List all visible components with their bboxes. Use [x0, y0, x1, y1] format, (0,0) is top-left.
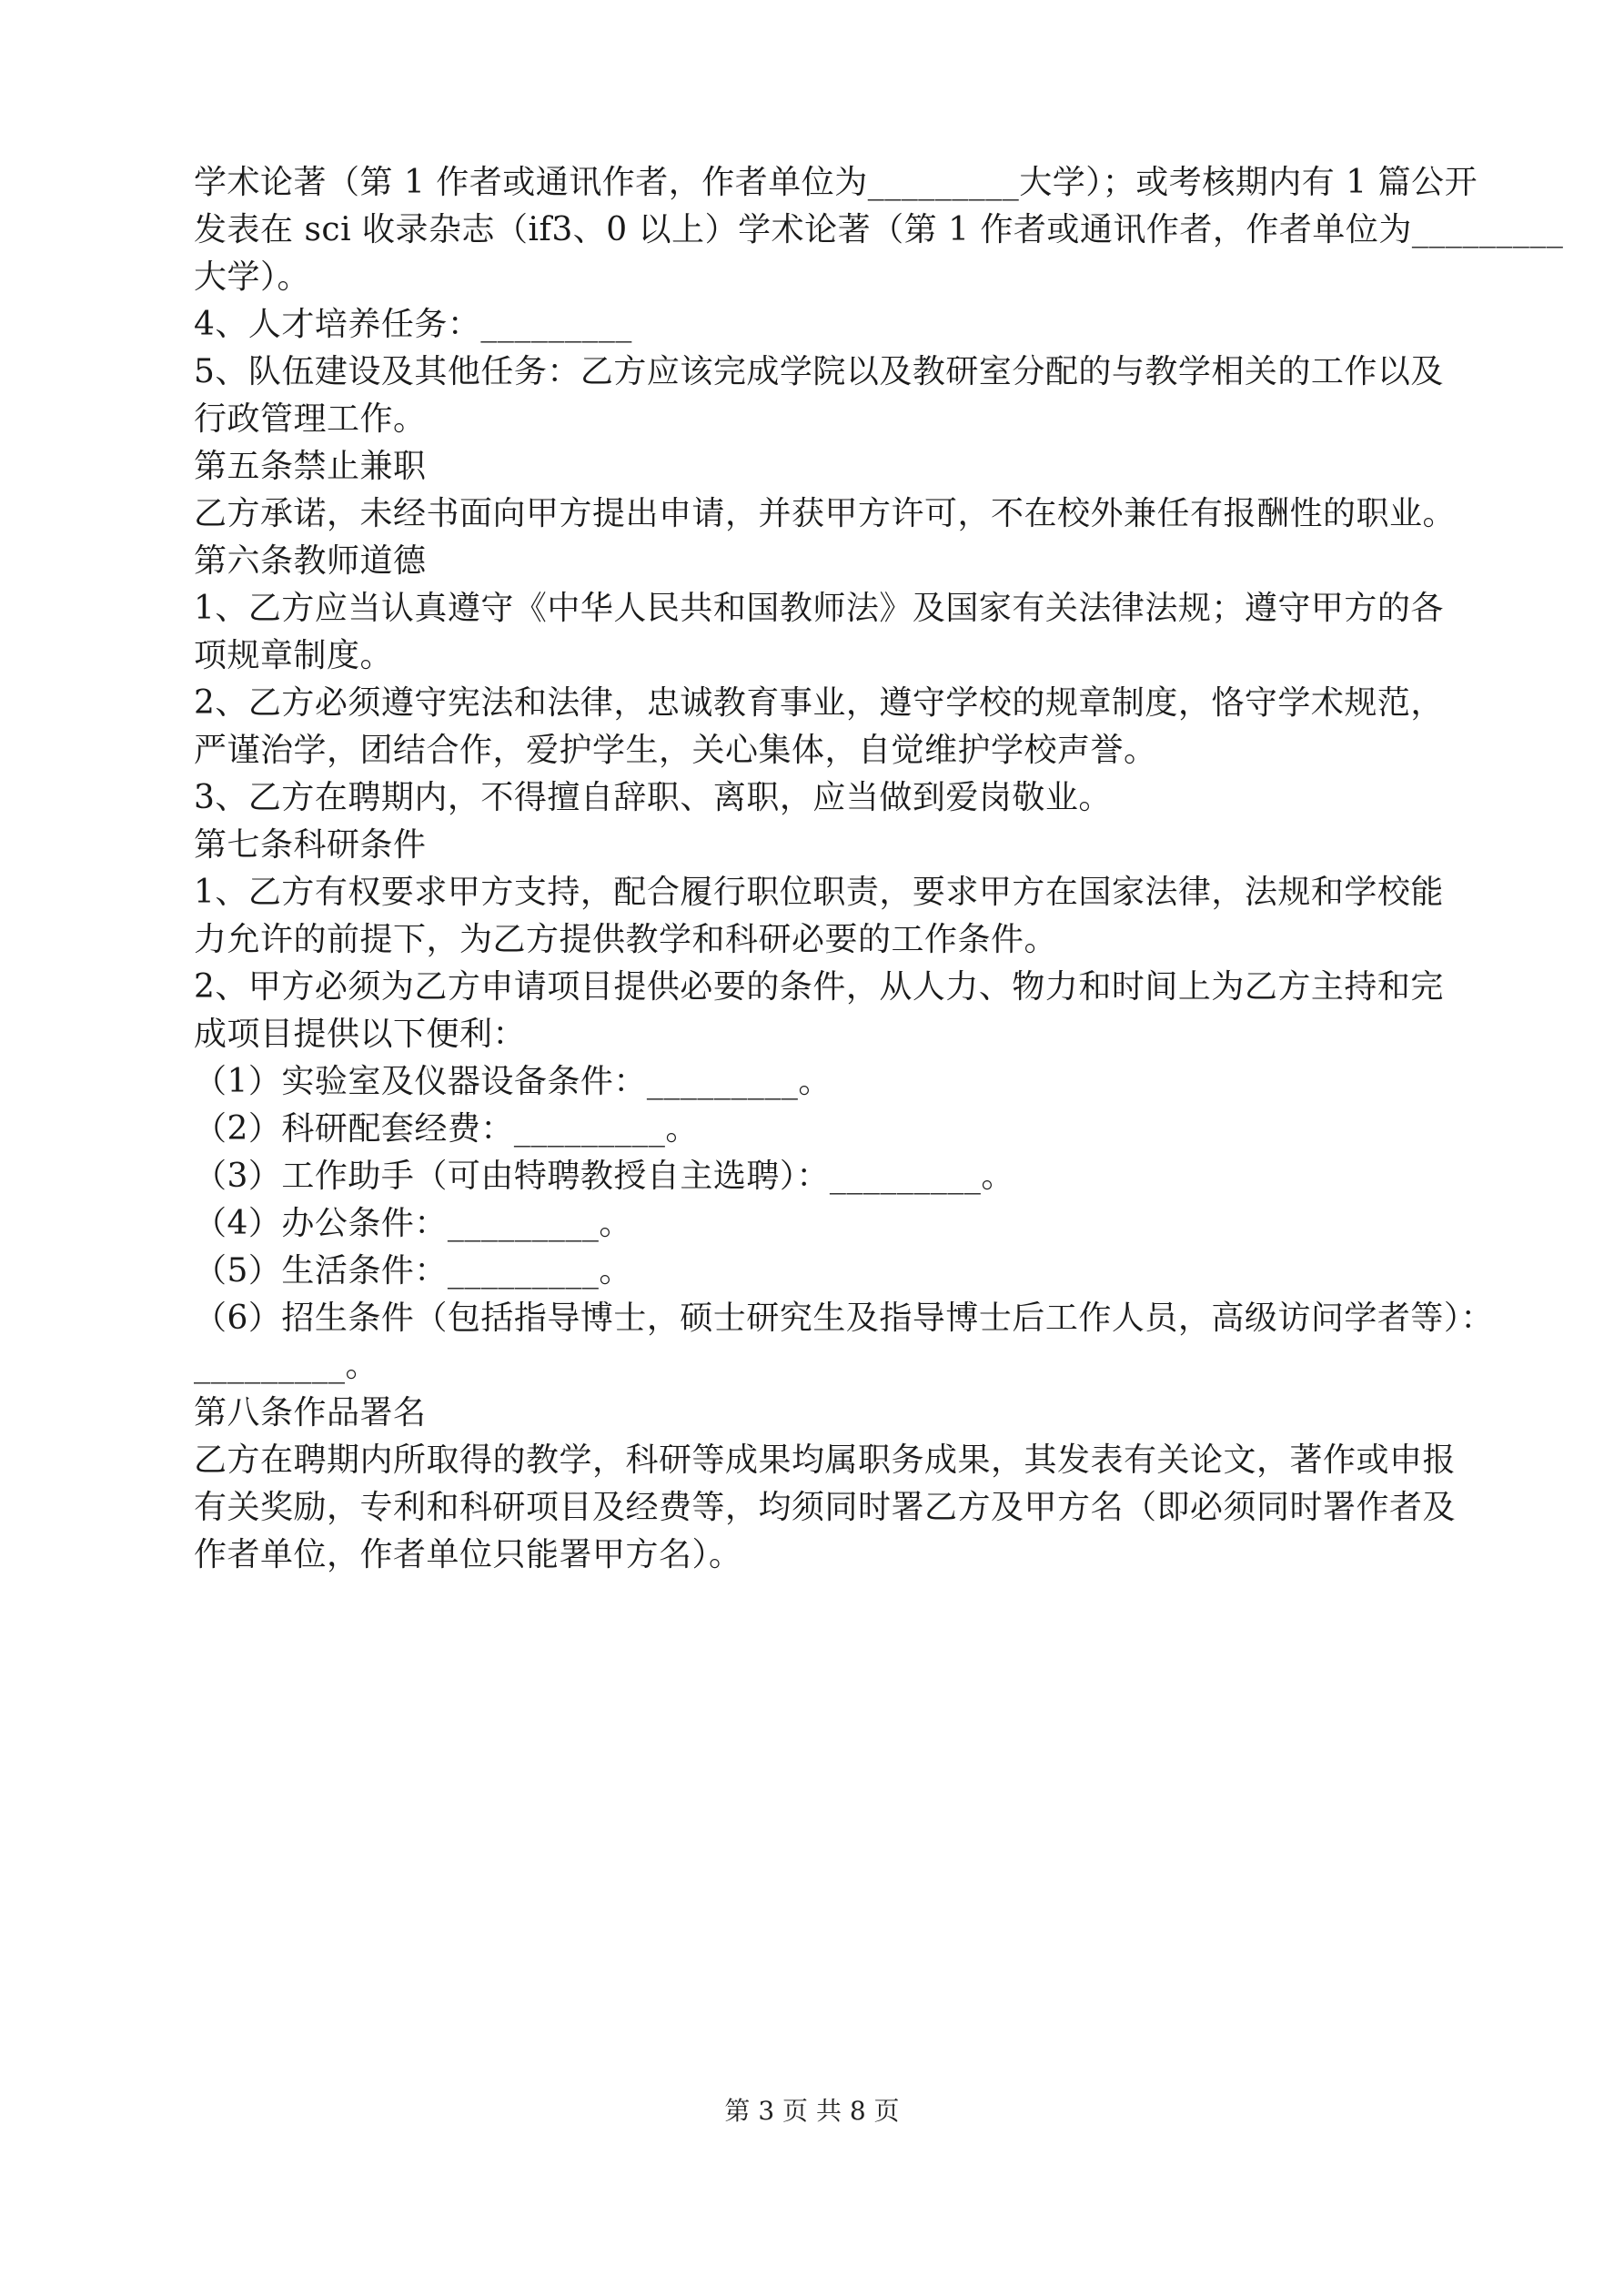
section-heading: 第六条教师道德 — [194, 542, 427, 580]
page-footer: 第 3 页 共 8 页 — [724, 2096, 900, 2126]
text-line: _________。 — [194, 1347, 379, 1384]
list-item: （5）生活条件：_________。 — [194, 1252, 632, 1290]
text-line: 5、队伍建设及其他任务：乙方应该完成学院以及教研室分配的与教学相关的工作以及 — [194, 353, 1444, 390]
text-line: 严谨治学，团结合作，爱护学生，关心集体，自觉维护学校声誉。 — [194, 732, 1157, 769]
text-line: 1、乙方应当认真遵守《中华人民共和国教师法》及国家有关法律法规；遵守甲方的各 — [194, 590, 1444, 627]
section-heading: 第七条科研条件 — [194, 826, 427, 864]
text-line: 3、乙方在聘期内，不得擅自辞职、离职，应当做到爱岗敬业。 — [194, 779, 1112, 816]
list-item: （3）工作助手（可由特聘教授自主选聘）：_________。 — [194, 1158, 1014, 1195]
text-line: 项规章制度。 — [194, 637, 394, 674]
text-line: 发表在 sci 收录杂志（if3、0 以上）学术论著（第 1 作者或通讯作者，作者单位为_________ — [194, 211, 1564, 248]
text-line: 2、甲方必须为乙方申请项目提供必要的条件，从人力、物力和时间上为乙方主持和完 — [194, 968, 1444, 1006]
text-line: 2、乙方必须遵守宪法和法律，忠诚教育事业，遵守学校的规章制度，恪守学术规范， — [194, 684, 1444, 722]
text-line: 1、乙方有权要求甲方支持，配合履行职位职责，要求甲方在国家法律，法规和学校能 — [194, 874, 1444, 911]
section-heading: 第八条作品署名 — [194, 1394, 427, 1431]
text-line: 行政管理工作。 — [194, 400, 427, 438]
list-item: （6）招生条件（包括指导博士，硕士研究生及指导博士后工作人员，高级访问学者等）： — [194, 1300, 1494, 1337]
list-item: （4）办公条件：_________。 — [194, 1205, 632, 1242]
text-line: 成项目提供以下便利： — [194, 1016, 527, 1053]
text-line: 作者单位，作者单位只能署甲方名）。 — [194, 1536, 742, 1573]
text-line: 大学）。 — [194, 258, 311, 296]
text-line: 力允许的前提下，为乙方提供教学和科研必要的工作条件。 — [194, 921, 1058, 958]
text-line: 乙方承诺，未经书面向甲方提出申请，并获甲方许可，不在校外兼任有报酬性的职业。 — [194, 495, 1457, 532]
text-line: 乙方在聘期内所取得的教学，科研等成果均属职务成果，其发表有关论文，著作或申报 — [194, 1441, 1457, 1479]
list-item: （2）科研配套经费：_________。 — [194, 1110, 699, 1148]
list-item: （1）实验室及仪器设备条件：_________。 — [194, 1063, 832, 1100]
document-body — [194, 159, 1564, 1579]
section-heading: 第五条禁止兼职 — [194, 448, 427, 485]
text-line: 学术论著（第 1 作者或通讯作者，作者单位为_________大学）；或考核期内有 1 篇公开 — [194, 164, 1478, 201]
text-line: 4、人才培养任务：_________ — [194, 306, 632, 343]
text-line: 有关奖励，专利和科研项目及经费等，均须同时署乙方及甲方名（即必须同时署作者及 — [194, 1489, 1457, 1526]
